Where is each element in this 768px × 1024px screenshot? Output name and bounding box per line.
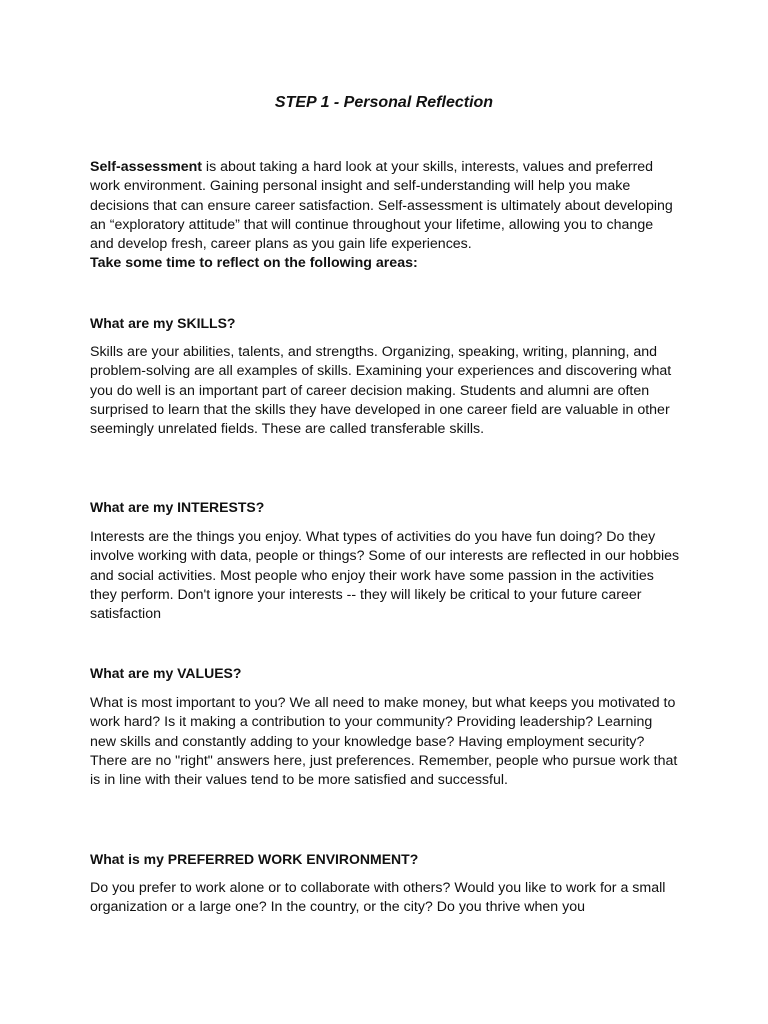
section-heading-skills: What are my SKILLS? [90, 315, 236, 331]
section-body-work-environment: Do you prefer to work alone or to collaborate with others? Would you like to work for a small organization or a large one? In the country, or the city? Do you thrive when you [90, 880, 666, 916]
section-heading-interests: What are my INTERESTS? [90, 499, 265, 515]
section-body-values: What is most important to you? We all need to make money, but what keeps you motivated to work hard? Is it making a contribution to your community? Providing leadership? Learning new skills and constantly adding to your knowledge base? Having employment security? There are no "right" answers here, just preferences. Remember, people who pursue work that is in line with their values tend to be more satisfied and successful. [90, 695, 678, 789]
intro-text: is about taking a hard look at your skills, interests, values and preferred work environment. Gaining personal insight and self-understanding will help you make decisions that can ensure career satisfaction. Self-assessment is ultimately about developing an “exploratory attitude” that will continue throughout your lifetime, allowing you to change and develop fresh, career plans as you gain life experiences. [90, 159, 673, 253]
section-body-interests: Interests are the things you enjoy. What types of activities do you have fun doing? Do they involve working with data, people or things? Some of our interests are reflected in our hobbies and social activities. Most people who enjoy their work have some passion in the activities they perform. Don't ignore your interests -- they will likely be critical to your future career satisfaction [90, 529, 680, 623]
section-heading-work-environment: What is my PREFERRED WORK ENVIRONMENT? [90, 851, 419, 867]
section-heading-values: What are my VALUES? [90, 665, 242, 681]
intro-call-to-action: Take some time to reflect on the following areas: [90, 255, 418, 272]
page-title: STEP 1 - Personal Reflection [274, 94, 494, 111]
section-body-skills: Skills are your abilities, talents, and strengths. Organizing, speaking, writing, planning, and problem-solving are all examples of skills. Examining your experiences and discovering what you do well is an important part of career decision making. Students and alumni are often surprised to learn that the skills they have developed in one career field are valuable in other seemingly unrelated fields. These are called transferable skills. [90, 344, 672, 438]
intro-paragraph [90, 158, 680, 274]
intro-lead: Self-assessment [90, 159, 202, 175]
